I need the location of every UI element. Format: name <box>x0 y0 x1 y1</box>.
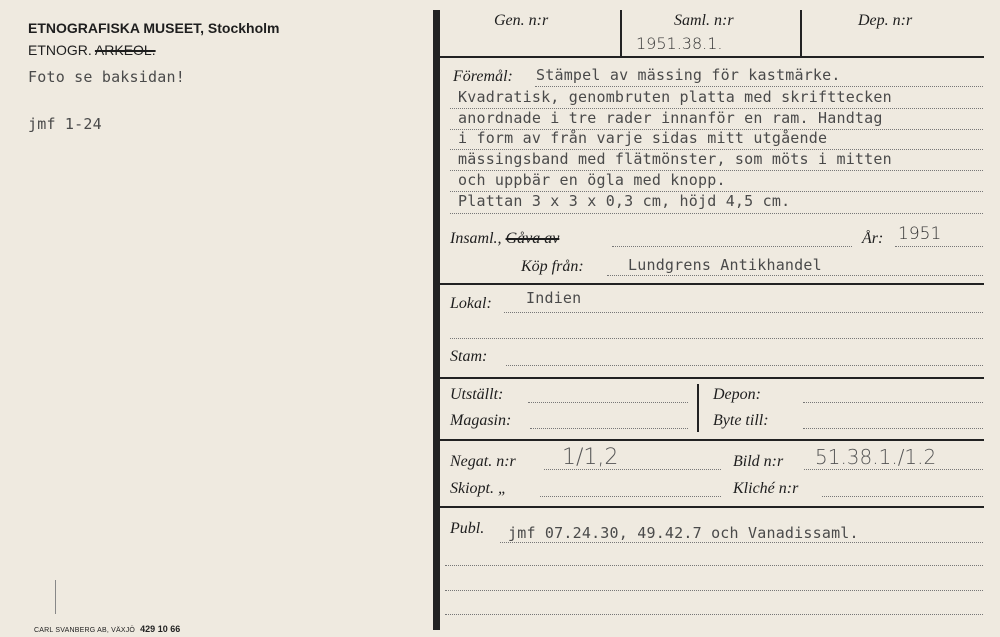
publ-label: Publ. <box>450 520 485 537</box>
dotted-line <box>445 614 983 615</box>
insaml-prefix: Insaml., <box>450 230 502 247</box>
pencil-mark <box>55 580 56 614</box>
insaml-rule <box>440 283 984 285</box>
printer-imprint <box>34 617 180 636</box>
comparison-note: jmf 1-24 <box>28 115 102 133</box>
dotted-line <box>506 365 983 366</box>
dotted-line <box>822 496 983 497</box>
byte-label: Byte till: <box>713 412 769 429</box>
storage-divider <box>697 384 699 432</box>
depon-label: Depon: <box>713 386 761 403</box>
foremal-line-6: och uppbär en ögla med knopp. <box>458 171 726 189</box>
magasin-label: Magasin: <box>450 412 512 429</box>
header-divider-1 <box>620 10 622 56</box>
foremal-label: Föremål: <box>453 68 513 85</box>
dotted-line <box>607 275 983 276</box>
dotted-line <box>530 428 688 429</box>
dotted-line <box>544 469 721 470</box>
dotted-line <box>612 246 852 247</box>
photo-rule <box>440 506 984 508</box>
skiopt-label: Skiopt. „ <box>450 480 507 497</box>
dep-label: Dep. n:r <box>858 12 913 29</box>
bild-value: 51.38.1./1.2 <box>815 445 937 469</box>
dotted-line <box>535 86 983 87</box>
stam-rule <box>440 377 984 379</box>
header-rule <box>440 56 984 58</box>
publ-value: jmf 07.24.30, 49.42.7 och Vanadissaml. <box>508 524 859 542</box>
foremal-line-4: i form av från varje sidas mitt utgående <box>458 129 828 147</box>
dotted-line <box>504 312 983 313</box>
dotted-line <box>445 590 983 591</box>
header-divider-2 <box>800 10 802 56</box>
dotted-line <box>450 338 983 339</box>
department <box>28 42 156 58</box>
stam-label: Stam: <box>450 348 488 365</box>
lokal-label: Lokal: <box>450 295 492 312</box>
lokal-value: Indien <box>526 289 582 307</box>
foremal-line-5: mässingsband med flätmönster, som möts i mitten <box>458 150 892 168</box>
negat-value: 1/1,2 <box>562 445 619 470</box>
kliche-label: Kliché n:r <box>733 480 799 497</box>
department-prefix: ETNOGR. <box>28 42 92 58</box>
museum-name: ETNOGRAFISKA MUSEET, Stockholm <box>28 20 280 36</box>
insaml-label <box>450 230 559 248</box>
negat-label: Negat. n:r <box>450 453 516 470</box>
dotted-line <box>804 469 983 470</box>
printer-name: CARL SVANBERG AB, VÄXJÖ <box>34 627 136 634</box>
dotted-line <box>803 428 983 429</box>
insaml-struck: Gåva av <box>505 230 560 247</box>
photo-note: Foto se baksidan! <box>28 68 185 86</box>
ar-label: År: <box>862 230 884 247</box>
saml-label: Saml. n:r <box>674 12 734 29</box>
dotted-line <box>500 542 983 543</box>
storage-rule <box>440 439 984 441</box>
bild-label: Bild n:r <box>733 453 784 470</box>
saml-value: 1951.38.1. <box>636 34 723 53</box>
dotted-line <box>895 246 983 247</box>
dotted-line <box>445 565 983 566</box>
printer-number: 429 10 66 <box>140 624 181 634</box>
dotted-line <box>528 402 688 403</box>
gen-label: Gen. n:r <box>494 12 549 29</box>
utstallt-label: Utställt: <box>450 386 504 403</box>
kop-value: Lundgrens Antikhandel <box>628 256 822 274</box>
foremal-line-3: anordnade i tre rader innanför en ram. Handtag <box>458 109 883 127</box>
dotted-line <box>450 213 983 214</box>
kop-label: Köp från: <box>521 258 584 275</box>
dotted-line <box>803 402 983 403</box>
department-struck: ARKEOL. <box>94 42 156 58</box>
foremal-line-7: Plattan 3 x 3 x 0,3 cm, höjd 4,5 cm. <box>458 192 791 210</box>
foremal-line-2: Kvadratisk, genombruten platta med skrifttecken <box>458 88 892 106</box>
dotted-line <box>540 496 721 497</box>
foremal-line-1: Stämpel av mässing för kastmärke. <box>536 66 841 84</box>
left-border-bar <box>433 10 440 630</box>
ar-value: 1951 <box>898 224 942 244</box>
